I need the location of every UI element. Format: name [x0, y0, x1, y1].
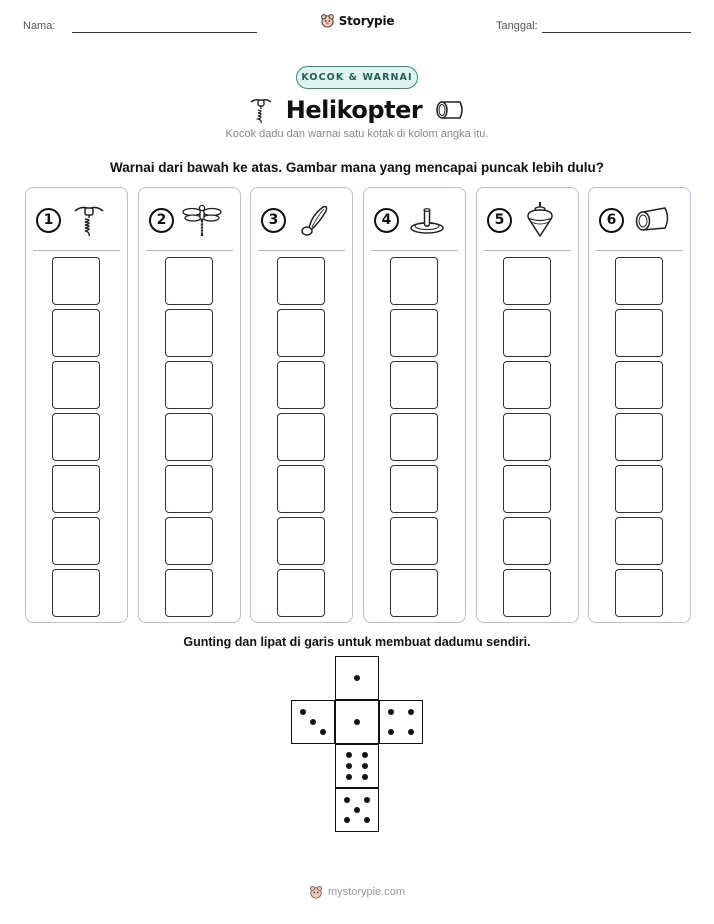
sycamore-seed-icon: [297, 202, 331, 238]
color-box[interactable]: [503, 413, 551, 461]
column-header: [374, 202, 454, 238]
dice-pip: [362, 763, 368, 769]
spinning-top-icon: [522, 201, 558, 239]
color-box[interactable]: [277, 361, 325, 409]
dice-pip: [388, 709, 394, 715]
color-box[interactable]: [277, 465, 325, 513]
dice-pip: [310, 719, 316, 725]
color-box[interactable]: [390, 257, 438, 305]
color-box[interactable]: [390, 465, 438, 513]
cut-instruction: Gunting dan lipat di garis untuk membuat dadumu sendiri.: [183, 635, 531, 649]
color-box[interactable]: [277, 569, 325, 617]
corkscrew-icon: [72, 202, 106, 238]
color-box[interactable]: [503, 465, 551, 513]
column-6: [588, 187, 691, 623]
tube-icon: [434, 98, 466, 122]
dice-pip: [364, 797, 370, 803]
dice-pip: [346, 763, 352, 769]
dice-face-bottom: [335, 788, 379, 832]
color-box[interactable]: [390, 309, 438, 357]
tube-icon: [632, 204, 672, 236]
title-row: [0, 90, 714, 130]
dice-pip: [300, 709, 306, 715]
color-box[interactable]: [277, 517, 325, 565]
color-box[interactable]: [277, 257, 325, 305]
dice-pip: [346, 774, 352, 780]
dice-pip: [354, 807, 360, 813]
color-box[interactable]: [52, 257, 100, 305]
dice-face-top: [335, 656, 379, 700]
footer-url: mystorypie.com: [327, 886, 406, 898]
color-box[interactable]: [52, 413, 100, 461]
dragonfly-icon: [182, 202, 222, 238]
color-box[interactable]: [615, 569, 663, 617]
column-header: [149, 202, 229, 238]
dice-pip: [346, 752, 352, 758]
color-box[interactable]: [503, 309, 551, 357]
color-box[interactable]: [165, 465, 213, 513]
color-box[interactable]: [615, 361, 663, 409]
column-number: 5: [487, 208, 512, 233]
column-3: [250, 187, 353, 623]
instruction: Warnai dari bawah ke atas. Gambar mana yang mencapai puncak lebih dulu?: [110, 160, 604, 175]
subtitle: Kocok dadu dan warnai satu kotak di kolom angka itu.: [225, 128, 489, 140]
color-box[interactable]: [52, 309, 100, 357]
dice-pip: [362, 752, 368, 758]
color-box[interactable]: [615, 465, 663, 513]
color-box[interactable]: [165, 309, 213, 357]
dice-face-left: [291, 700, 335, 744]
corkscrew-icon: [248, 95, 274, 125]
color-box[interactable]: [390, 517, 438, 565]
dice-pip: [354, 675, 360, 681]
name-label: Nama:: [23, 20, 56, 32]
color-box[interactable]: [52, 569, 100, 617]
date-label: Tanggal:: [496, 20, 538, 32]
color-box[interactable]: [277, 309, 325, 357]
storypie-logo-icon: [309, 885, 323, 899]
color-box[interactable]: [390, 361, 438, 409]
color-box[interactable]: [52, 465, 100, 513]
color-box[interactable]: [503, 361, 551, 409]
column-number: 1: [36, 208, 61, 233]
dice-pip: [408, 709, 414, 715]
color-box[interactable]: [277, 413, 325, 461]
color-box[interactable]: [615, 517, 663, 565]
dice-pip: [344, 817, 350, 823]
color-box[interactable]: [503, 257, 551, 305]
color-box[interactable]: [503, 569, 551, 617]
column-number: 2: [149, 208, 174, 233]
dice-pip: [320, 729, 326, 735]
color-box[interactable]: [165, 569, 213, 617]
dice-pip: [354, 719, 360, 725]
dice-face-lower: [335, 744, 379, 788]
column-4: [363, 187, 466, 623]
column-header: [599, 202, 679, 238]
color-box[interactable]: [52, 517, 100, 565]
color-box[interactable]: [615, 413, 663, 461]
dice-pip: [388, 729, 394, 735]
color-box[interactable]: [52, 361, 100, 409]
color-box[interactable]: [165, 517, 213, 565]
dice-face-right: [379, 700, 423, 744]
column-number: 6: [599, 208, 624, 233]
column-number: 4: [374, 208, 399, 233]
color-box[interactable]: [165, 413, 213, 461]
dice-pip: [344, 797, 350, 803]
storypie-logo-icon: [320, 13, 335, 28]
column-1: [25, 187, 128, 623]
brand: [0, 13, 714, 33]
brand-name: Storypie: [338, 13, 395, 28]
color-box[interactable]: [615, 257, 663, 305]
dice-pip: [362, 774, 368, 780]
color-box[interactable]: [165, 361, 213, 409]
page-title: Helikopter: [285, 96, 423, 124]
footer: [0, 885, 714, 899]
color-box[interactable]: [390, 413, 438, 461]
dice-pip: [364, 817, 370, 823]
color-box[interactable]: [615, 309, 663, 357]
color-box[interactable]: [165, 257, 213, 305]
column-header: [261, 202, 341, 238]
color-box[interactable]: [503, 517, 551, 565]
column-number: 3: [261, 208, 286, 233]
color-box[interactable]: [390, 569, 438, 617]
column-2: [138, 187, 241, 623]
activity-tag: KOCOK & WARNAI: [296, 66, 418, 89]
column-header: [487, 202, 567, 238]
column-5: [476, 187, 579, 623]
dice-pip: [408, 729, 414, 735]
dice-face-center: [335, 700, 379, 744]
column-header: [36, 202, 116, 238]
spinning-top-icon: [408, 202, 446, 238]
